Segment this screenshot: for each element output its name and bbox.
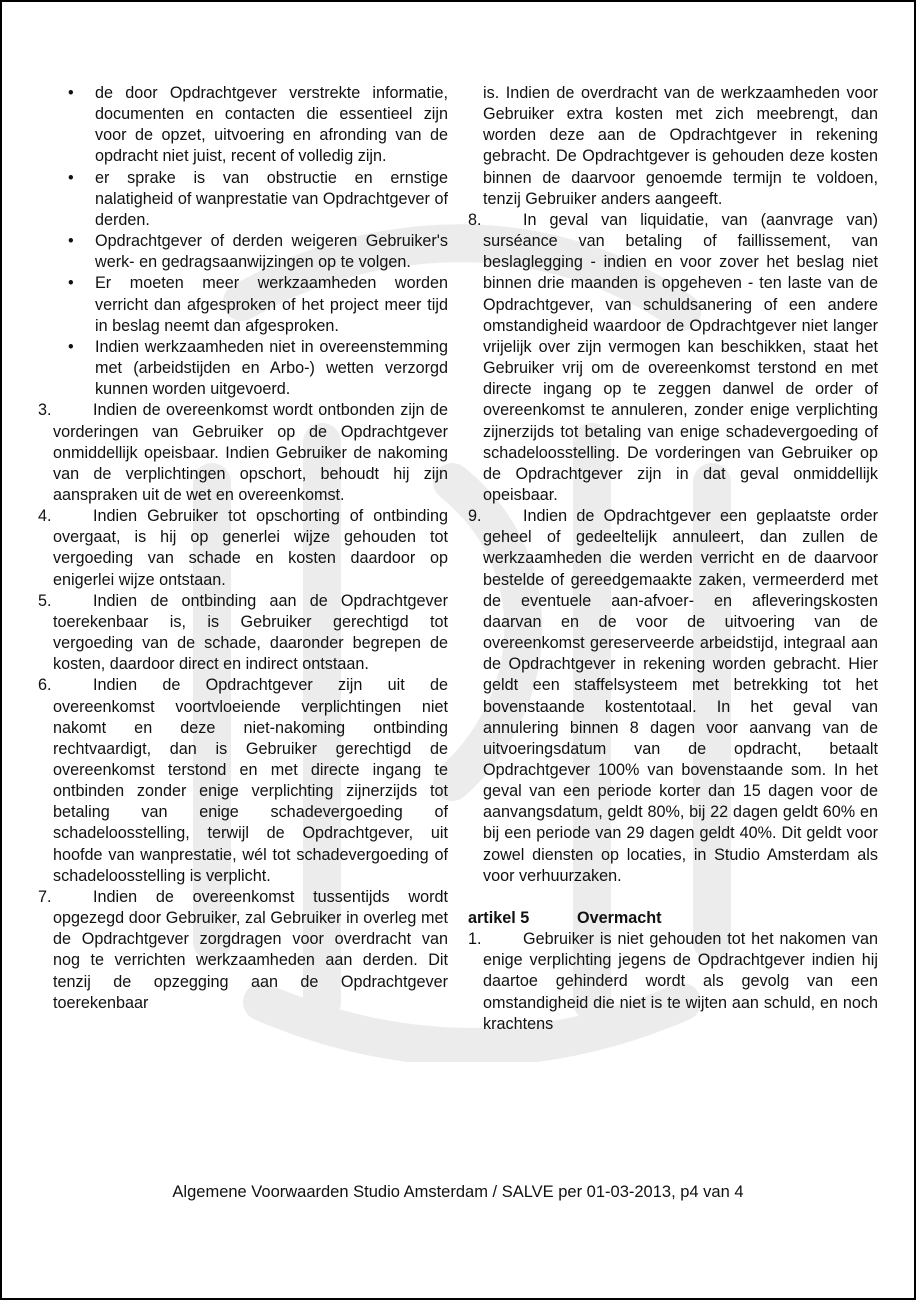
item-text: In geval van liquidatie, van (aanvrage van) surséance van betaling of faillissement, van beslaglegging - indien en voor zover het beslag niet binnen drie maanden is opgeheven - ten laste van de Opdrachtgever, van schuldsanering of een andere omstandigheid waardoor de Opdrachtgever niet langer vrijelijk over zijn vermogen kan beschikken, staat het Gebruiker vrij om de overeenkomst terstond en met directe ingang op te zeggen danwel de order of overeenkomst te annuleren, zonder enige verplichting zijnerzijds tot betaling van enige schadevergoeding of schadeloosstelling. De vorderingen van Gebruiker op de Opdrachtgever zijn in dat geval onmiddellijk opeisbaar.	[483, 210, 878, 504]
item-text: Indien de Opdrachtgever zijn uit de overeenkomst voortvloeiende verplichtingen niet nakomt en deze niet-nakoming ontbinding rechtvaardigt, dan is Gebruiker gerechtigd de overeenkomst terstond en met directe ingang te ontbinden zonder enige verplichting zijnerzijds tot betaling van enige schadevergoeding of schadeloosstelling, terwijl de Opdrachtgever, uit hoofde van wanprestatie, wél tot schadevergoeding of schadeloosstelling is verplicht.	[53, 676, 448, 885]
item-number: 4.	[38, 507, 52, 526]
bullet-icon: •	[68, 337, 74, 356]
bullet-item	[38, 168, 448, 231]
bullet-text: er sprake is van obstructie en ernstige nalatigheid of wanprestatie van Opdrachtgever of derden.	[95, 168, 448, 229]
list-item	[468, 210, 878, 506]
bullet-list	[38, 83, 448, 400]
item-number: 6.	[38, 676, 52, 695]
item-text: Indien de overeenkomst wordt ontbonden zijn de vorderingen van Gebruiker op de Opdrachtgever onmiddellijk opeisbaar. Indien Gebruiker de nakoming van de verplichtingen opschort, behoudt hij zijn aanspraken uit de wet en overeenkomst.	[53, 401, 448, 504]
spacer	[468, 887, 878, 908]
bullet-icon: •	[68, 274, 74, 293]
article-number: artikel 5	[468, 908, 530, 927]
bullet-text: Indien werkzaamheden niet in overeenstemming met (arbeidstijden en Arbo-) wetten verzorgd kunnen worden uitgevoerd.	[95, 337, 448, 399]
bullet-item	[38, 231, 448, 273]
list-item	[468, 506, 878, 887]
bullet-icon: •	[68, 168, 74, 187]
item-text: Indien Gebruiker tot opschorting of ontbinding overgaat, is hij op generlei wijze gehouden tot vergoeding van schade en kosten daardoor op enigerlei wijze ontstaan.	[53, 507, 448, 589]
list-item	[38, 400, 448, 506]
numbered-list	[38, 400, 448, 1014]
bullet-item	[38, 337, 448, 400]
list-item	[38, 675, 448, 887]
right-column	[468, 83, 878, 1035]
article5-list	[468, 929, 878, 1035]
item-number: 8.	[468, 210, 482, 229]
left-column	[38, 83, 448, 1014]
bullet-icon: •	[68, 84, 74, 102]
item-number: 1.	[468, 930, 482, 949]
bullet-text: de door Opdrachtgever verstrekte informatie, documenten en contacten die essentieel zijn voor de opzet, uitvoering en afronding van de opdracht niet juist, recent of volledig zijn.	[95, 84, 448, 166]
list-item	[38, 887, 448, 1014]
list-item	[38, 591, 448, 676]
page-footer: Algemene Voorwaarden Studio Amsterdam / SALVE per 01-03-2013, p4 van 4	[172, 1183, 744, 1201]
item-number: 9.	[468, 507, 482, 526]
article-title: Overmacht	[577, 908, 662, 927]
bullet-item	[38, 83, 448, 168]
bullet-text: Opdrachtgever of derden weigeren Gebruiker's werk- en gedragsaanwijzingen op te volgen.	[95, 232, 448, 272]
continuation-text: is. Indien de overdracht van de werkzaamheden voor Gebruiker extra kosten met zich meebrengt, dan worden deze aan de Opdrachtgever in rekening gebracht. De Opdrachtgever is gehouden deze kosten binnen de daarvoor genoemde termijn te voldoen, tenzij Gebruiker anders aangeeft.	[483, 84, 878, 208]
item-number: 5.	[38, 591, 52, 610]
item-text: Indien de overeenkomst tussentijds wordt opgezegd door Gebruiker, zal Gebruiker in overleg met de Opdrachtgever zorgdragen voor overdracht van nog te verrichten werkzaamheden aan derden. Dit tenzij de opzegging aan de Opdrachtgever toerekenbaar	[53, 887, 448, 1012]
item-text: Gebruiker is niet gehouden tot het nakomen van enige verplichting jegens de Opdrachtgever indien hij daartoe gehinderd wordt als gevolg van een omstandigheid die niet is te wijten aan schuld, en noch krachtens	[483, 930, 878, 1033]
bullet-icon: •	[68, 232, 74, 251]
item-text: Indien de ontbinding aan de Opdrachtgever toerekenbaar is, is Gebruiker gerechtigd tot vergoeding van de schade, daaronder begrepen de kosten, daardoor direct en indirect ontstaan.	[53, 591, 448, 674]
item-number: 7.	[38, 887, 52, 906]
list-item	[38, 506, 448, 591]
numbered-list	[468, 210, 878, 887]
list-item	[468, 929, 878, 1035]
bullet-text: Er moeten meer werkzaamheden worden verricht dan afgesproken of het project meer tijd in beslag neemt dan afgesproken.	[95, 274, 448, 335]
item-text: Indien de Opdrachtgever een geplaatste order geheel of gedeeltelijk annuleert, dan zullen de werkzaamheden die werden verricht en de daarvoor bestelde of gereedgemaakte zaken, vermeerderd met de eventuele aan-afvoer- en afleveringskosten daarvan en de voor de uitvoering van de overeenkomst gereserveerde arbeidstijd, integraal aan de Opdrachtgever in rekening worden gebracht. Hier geldt een staffelsysteem met betrekking tot het bovenstaande kostentotaal. In het geval van annulering binnen 8 dagen voor aanvang van de uitvoeringsdatum van de opdracht, betaalt Opdrachtgever 100% van bovenstaande som. In het geval van een periode korter dan 15 dagen voor de aanvangsdatum, geldt 80%, bij 22 dagen geldt 60% en bij een periode van 29 dagen geldt 40%. Dit geldt voor zowel diensten op locaties, in Studio Amsterdam als voor verhuurzaken.	[483, 507, 878, 885]
item-number: 3.	[38, 401, 52, 420]
article-heading	[468, 908, 878, 929]
bullet-item	[38, 273, 448, 336]
